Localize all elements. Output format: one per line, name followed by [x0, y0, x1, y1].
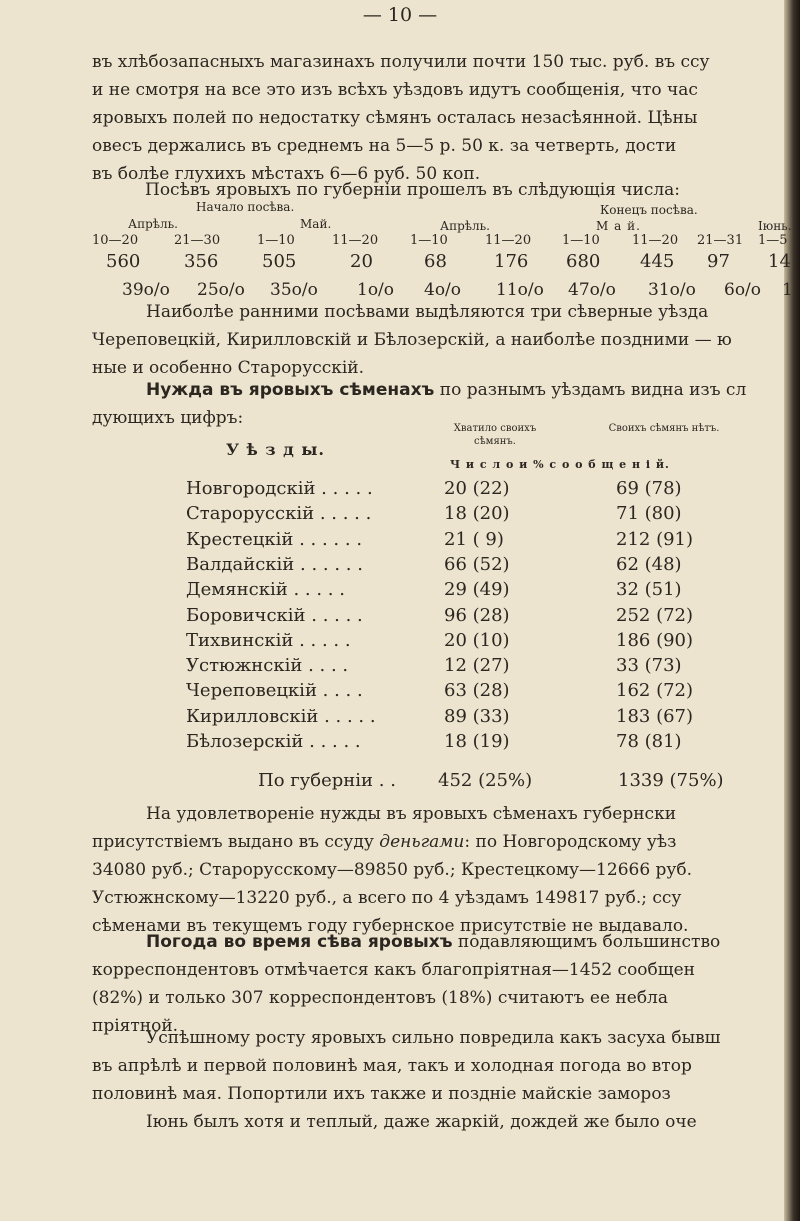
- district-name: Кирилловскій . . . . .: [186, 705, 376, 727]
- text-line: и не смотря на все это изъ всѣхъ уѣздовъ идутъ сообщенія, что час: [92, 80, 698, 100]
- table-total-row: [258, 770, 758, 795]
- text-line: половинѣ мая. Попортили ихъ также и поздніе майскіе замороз: [92, 1084, 671, 1104]
- sowing-month: М а й.: [596, 219, 641, 233]
- none-count: 212 (91): [616, 528, 694, 550]
- table-col-district: У ѣ з д ы.: [226, 440, 325, 459]
- none-count: 78 (81): [616, 731, 682, 752]
- total-label: По губерніи . .: [258, 770, 396, 791]
- table-row: [186, 630, 746, 655]
- sowing-percent: 39о/о: [122, 280, 170, 300]
- none-count: 162 (72): [616, 680, 694, 702]
- text-line: На удовлетвореніе нужды въ яровыхъ сѣменахъ губернски: [146, 804, 677, 824]
- text-line: Устюжнскому—13220 руб., а всего по 4 уѣздамъ 149817 руб.; ссу: [92, 888, 682, 908]
- sowing-month: Апрѣль.: [440, 219, 490, 233]
- table-col-none: Своихъ сѣмянъ нѣтъ.: [608, 423, 720, 434]
- sowing-count: 68: [424, 251, 447, 272]
- sowing-percent: 31о/о: [648, 280, 696, 300]
- table-row: [186, 529, 746, 554]
- enough-count: 96 (28): [444, 604, 510, 626]
- table-col-subheader: Ч и с л о и % с о о б щ е н і й.: [450, 458, 670, 471]
- paragraph-grain-stores: [92, 48, 787, 188]
- enough-count: 18 (20): [444, 503, 510, 525]
- none-count: 183 (67): [616, 705, 694, 727]
- table-col-enough: Хватило своихъ сѣмянъ.: [453, 423, 537, 447]
- enough-count: 20 (22): [444, 478, 510, 499]
- table-row: [186, 655, 746, 680]
- text-line: овесъ держались въ среднемъ на 5—5 р. 50 к. за четверть, дости: [92, 136, 677, 156]
- district-name: Демянскій . . . . .: [186, 579, 345, 601]
- sowing-count: 14: [768, 251, 791, 272]
- table-row: [186, 680, 746, 705]
- table-row: [186, 706, 746, 731]
- district-name: Череповецкій . . . .: [186, 680, 363, 702]
- sowing-period: 11—20: [332, 233, 379, 248]
- district-name: Крестецкій . . . . . .: [186, 528, 363, 550]
- section-heading: Нужда въ яровыхъ сѣменахъ: [146, 380, 435, 400]
- sowing-end-label: Конецъ посѣва.: [600, 203, 698, 217]
- text-line: Череповецкій, Кирилловскій и Бѣлозерскій, а наиболѣе поздними — ю: [92, 330, 732, 350]
- text-line: яровыхъ полей по недостатку сѣмянъ осталась незасѣянной. Цѣны: [92, 108, 698, 128]
- text-line: въ болѣе глухихъ мѣстахъ 6—6 руб. 50 коп.: [92, 164, 481, 184]
- enough-count: 29 (49): [444, 579, 510, 601]
- none-count: 69 (78): [616, 478, 682, 499]
- text-line: корреспондентовъ отмѣчается какъ благопріятная—1452 сообщен: [92, 960, 695, 980]
- sowing-count: 20: [350, 251, 373, 272]
- text-run-italic: деньгами: [379, 832, 465, 852]
- sowing-percent: 47о/о: [568, 280, 616, 300]
- enough-count: 63 (28): [444, 680, 510, 702]
- sowing-counts-row: [92, 251, 792, 279]
- text-run: по разнымъ уѣздамъ видна изъ сл: [434, 380, 747, 400]
- none-count: 32 (51): [616, 579, 682, 601]
- table-row: [186, 605, 746, 630]
- sowing-percent: 1о/о: [357, 280, 395, 300]
- sowing-percent: 11о/о: [496, 280, 544, 300]
- text-line: въ апрѣлѣ и первой половинѣ мая, такъ и холодная погода во втор: [92, 1056, 692, 1076]
- text-line: сѣменами въ текущемъ году губернское присутствіе не выдавало.: [92, 916, 689, 936]
- text-line: Іюнь былъ хотя и теплый, даже жаркій, дождей же было оче: [146, 1112, 697, 1132]
- district-name: Новгородскій . . . . .: [186, 478, 373, 499]
- text-line: Наиболѣе ранними посѣвами выдѣляются три сѣверные уѣзда: [146, 302, 709, 322]
- paragraph-early-sowing: [92, 298, 787, 382]
- page-number: — 10 —: [362, 4, 438, 26]
- district-name: Бѣлозерскій . . . . .: [186, 731, 361, 752]
- sowing-period: 11—20: [485, 233, 532, 248]
- district-name: Старорусскій . . . . .: [186, 503, 372, 525]
- sowing-month: Май.: [300, 217, 332, 231]
- text-line: въ хлѣбозапасныхъ магазинахъ получили почти 150 тыс. руб. въ ссу: [92, 52, 710, 72]
- sowing-period: 1—10: [257, 233, 295, 248]
- paragraph-aid: [92, 800, 787, 940]
- enough-count: 18 (19): [444, 731, 510, 752]
- sowing-percent: 6о/о: [724, 280, 762, 300]
- table-row: [186, 478, 746, 503]
- sowing-count: 356: [184, 251, 219, 272]
- enough-count: 21 ( 9): [444, 528, 504, 550]
- sowing-count: 680: [566, 251, 601, 272]
- enough-count: 89 (33): [444, 705, 510, 727]
- none-count: 186 (90): [616, 629, 694, 651]
- sowing-count: 97: [707, 251, 730, 272]
- text-line: [92, 376, 787, 404]
- text-run: присутствіемъ выдано въ ссуду: [92, 832, 380, 852]
- sowing-count: 445: [640, 251, 675, 272]
- enough-count: 66 (52): [444, 553, 510, 575]
- sowing-percent: 35о/о: [270, 280, 318, 300]
- text-line: дующихъ цифръ:: [92, 408, 244, 428]
- table-row: [186, 503, 746, 528]
- district-name: Боровичскій . . . . .: [186, 604, 363, 626]
- text-line: (82%) и только 307 корреспондентовъ (18%) считаютъ ее небла: [92, 988, 668, 1008]
- text-line: Успѣшному росту яровыхъ сильно повредила какъ засуха бывш: [146, 1028, 721, 1048]
- district-name: Валдайскій . . . . . .: [186, 553, 363, 575]
- sowing-period: 21—30: [174, 233, 221, 248]
- enough-count: 12 (27): [444, 655, 510, 677]
- sowing-period: 1—10: [410, 233, 448, 248]
- sowing-intro: Посѣвъ яровыхъ по губерніи прошелъ въ слѣдующія числа:: [145, 180, 681, 200]
- sowing-period: 1—5: [758, 233, 788, 248]
- sowing-month: Апрѣль.: [128, 217, 178, 231]
- table-row: [186, 554, 746, 579]
- section-heading: Погода во время сѣва яровыхъ: [146, 932, 453, 952]
- none-count: 252 (72): [616, 604, 694, 626]
- enough-count: 20 (10): [444, 629, 510, 651]
- sowing-count: 176: [494, 251, 529, 272]
- none-count: 71 (80): [616, 503, 682, 525]
- sowing-period: 1—10: [562, 233, 600, 248]
- sowing-percent: 4о/о: [424, 280, 462, 300]
- text-run: подавляющимъ большинство: [452, 932, 721, 952]
- text-run: : по Новгородскому уѣз: [464, 832, 677, 852]
- sowing-count: 505: [262, 251, 297, 272]
- text-line: 34080 руб.; Старорусскому—89850 руб.; Крестецкому—12666 руб.: [92, 860, 693, 880]
- sowing-period: 21—31: [697, 233, 744, 248]
- sowing-start-label: Начало посѣва.: [196, 200, 295, 214]
- text-line: [92, 928, 787, 956]
- sowing-percent: 25о/о: [197, 280, 245, 300]
- sowing-period: 10—20: [92, 233, 139, 248]
- none-count: 62 (48): [616, 553, 682, 575]
- table-row: [186, 731, 746, 756]
- text-line: ные и особенно Старорусскій.: [92, 358, 365, 378]
- district-name: Устюжнскій . . . .: [186, 655, 349, 677]
- none-count: 33 (73): [616, 655, 682, 677]
- text-line: [92, 828, 787, 856]
- sowing-month: Іюнь.: [758, 219, 792, 233]
- paragraph-growth: [92, 1024, 787, 1136]
- table-row: [186, 579, 746, 604]
- sowing-percent: 1: [782, 280, 793, 300]
- total-none: 1339 (75%): [618, 770, 724, 791]
- sowing-period: 11—20: [632, 233, 679, 248]
- sowing-count: 560: [106, 251, 141, 272]
- text-line: пріятной.: [92, 1016, 179, 1036]
- district-name: Тихвинскій . . . . .: [186, 629, 351, 651]
- total-enough: 452 (25%): [438, 770, 533, 791]
